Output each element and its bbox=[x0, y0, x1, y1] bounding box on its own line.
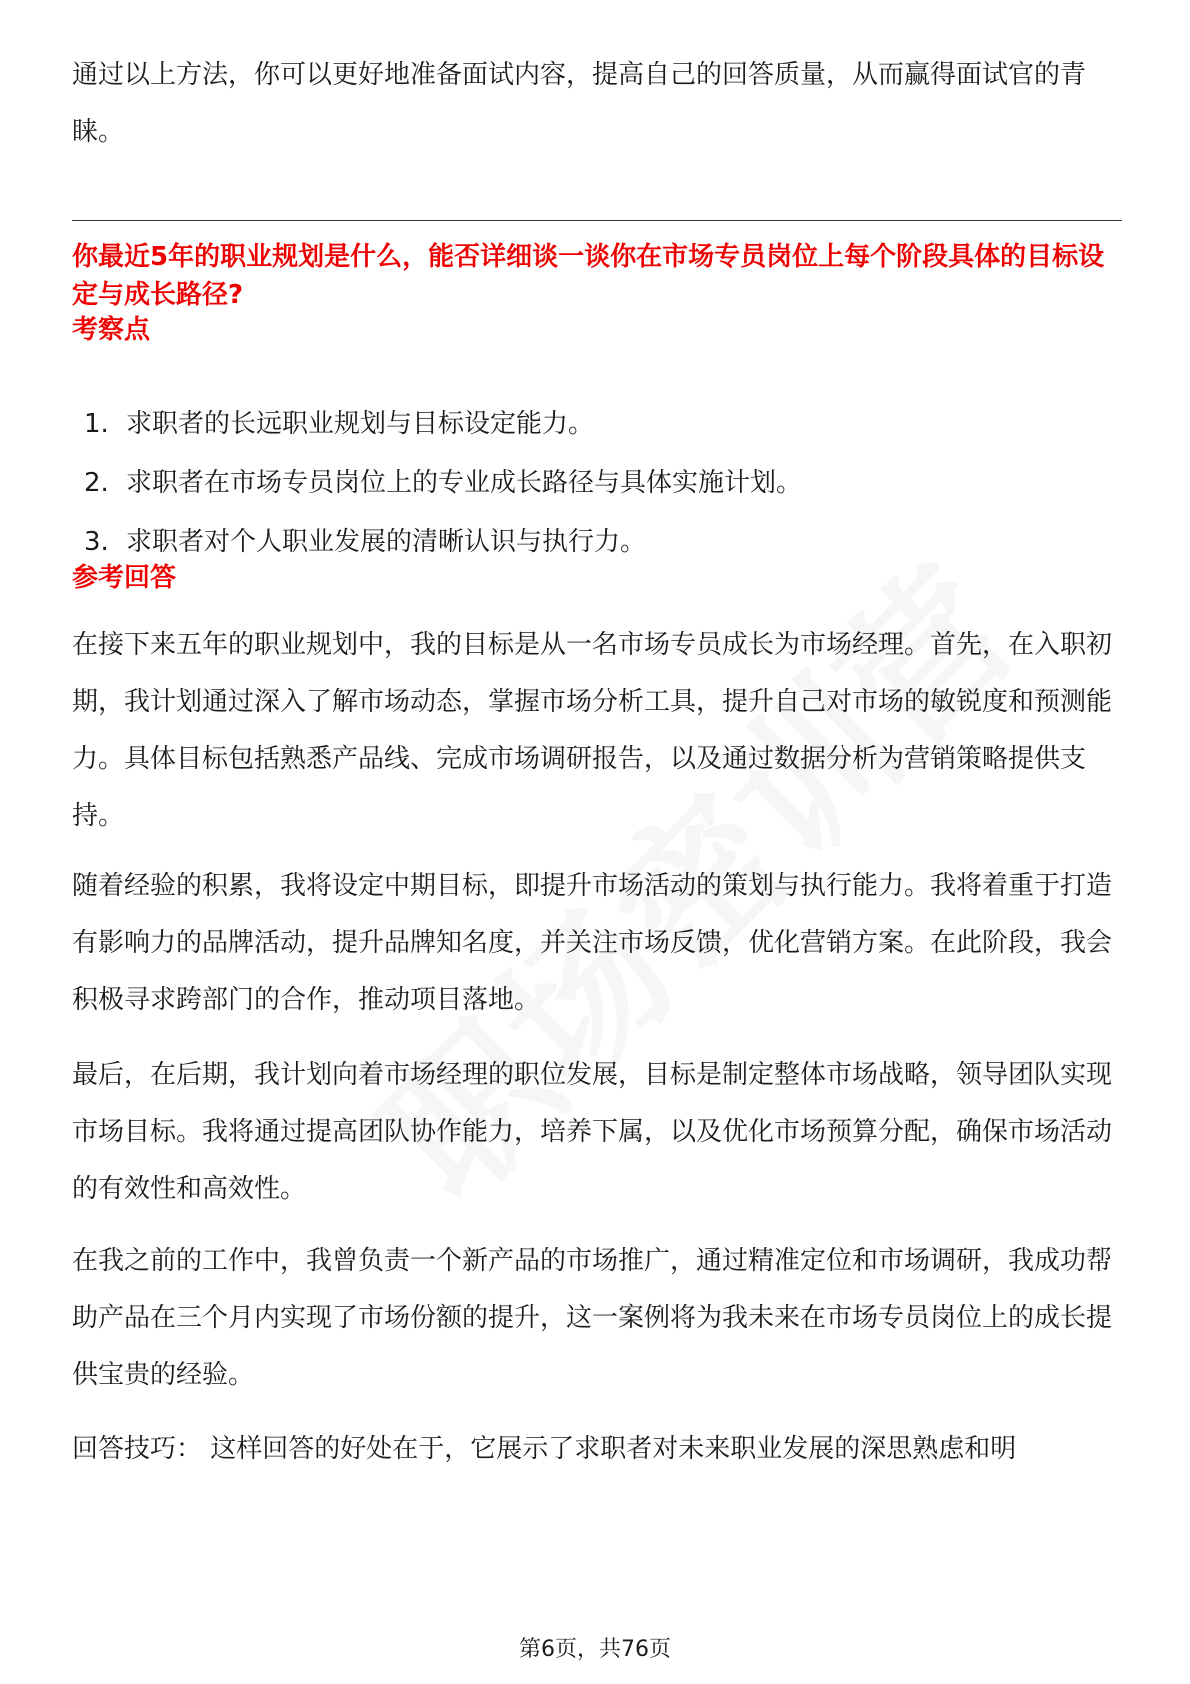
answer-paragraph: 最后，在后期，我计划向着市场经理的职位发展，目标是制定整体市场战略，领导团队实现市场目标。我将通过提高团队协作能力，培养下属，以及优化市场预算分配，确保市场活动的有效性和高效性。 bbox=[72, 1060, 1113, 1204]
answer-paragraph: 在我之前的工作中，我曾负责一个新产品的市场推广，通过精准定位和市场调研，我成功帮助产品在三个月内实现了市场份额的提升，这一案例将为我未来在市场专员岗位上的成长提供宝贵的经验。 bbox=[72, 1246, 1113, 1390]
list-item-number: 3. bbox=[84, 527, 109, 557]
list-item-number: 1. bbox=[84, 409, 109, 439]
list-item-text: 求职者在市场专员岗位上的专业成长路径与具体实施计划。 bbox=[126, 468, 803, 498]
section-divider bbox=[72, 220, 1122, 221]
answer-paragraph: 在接下来五年的职业规划中，我的目标是从一名市场专员成长为市场经理。首先，在入职初期，我计划通过深入了解市场动态，掌握市场分析工具，提升自己对市场的敏锐度和预测能力。具体目标包括熟悉产品线、完成市场调研报告，以及通过数据分析为营销策略提供支持。 bbox=[72, 630, 1113, 831]
question-heading: 你最近5年的职业规划是什么，能否详细谈一谈你在市场专员岗位上每个阶段具体的目标设定与成长路径? bbox=[72, 242, 1105, 310]
list-item-number: 2. bbox=[84, 468, 109, 498]
list-item bbox=[84, 522, 802, 581]
page-number: 第6页，共76页 bbox=[519, 1637, 671, 1662]
intro-paragraph: 通过以上方法，你可以更好地准备面试内容，提高自己的回答质量，从而赢得面试官的青睐。 bbox=[72, 60, 1087, 147]
assessment-heading: 考察点 bbox=[72, 315, 151, 345]
list-item bbox=[84, 404, 802, 463]
answer-paragraph: 随着经验的积累，我将设定中期目标，即提升市场活动的策划与执行能力。我将着重于打造有影响力的品牌活动，提升品牌知名度，并关注市场反馈，优化营销方案。在此阶段，我会积极寻求跨部门的合作，推动项目落地。 bbox=[72, 871, 1113, 1015]
answer-tips: 回答技巧： 这样回答的好处在于，它展示了求职者对未来职业发展的深思熟虑和明 bbox=[72, 1434, 1017, 1464]
list-item-text: 求职者的长远职业规划与目标设定能力。 bbox=[126, 409, 595, 439]
list-item-text: 求职者对个人职业发展的清晰认识与执行力。 bbox=[126, 527, 647, 557]
answer-heading: 参考回答 bbox=[72, 563, 177, 593]
assessment-list bbox=[84, 404, 802, 581]
list-item bbox=[84, 463, 802, 522]
